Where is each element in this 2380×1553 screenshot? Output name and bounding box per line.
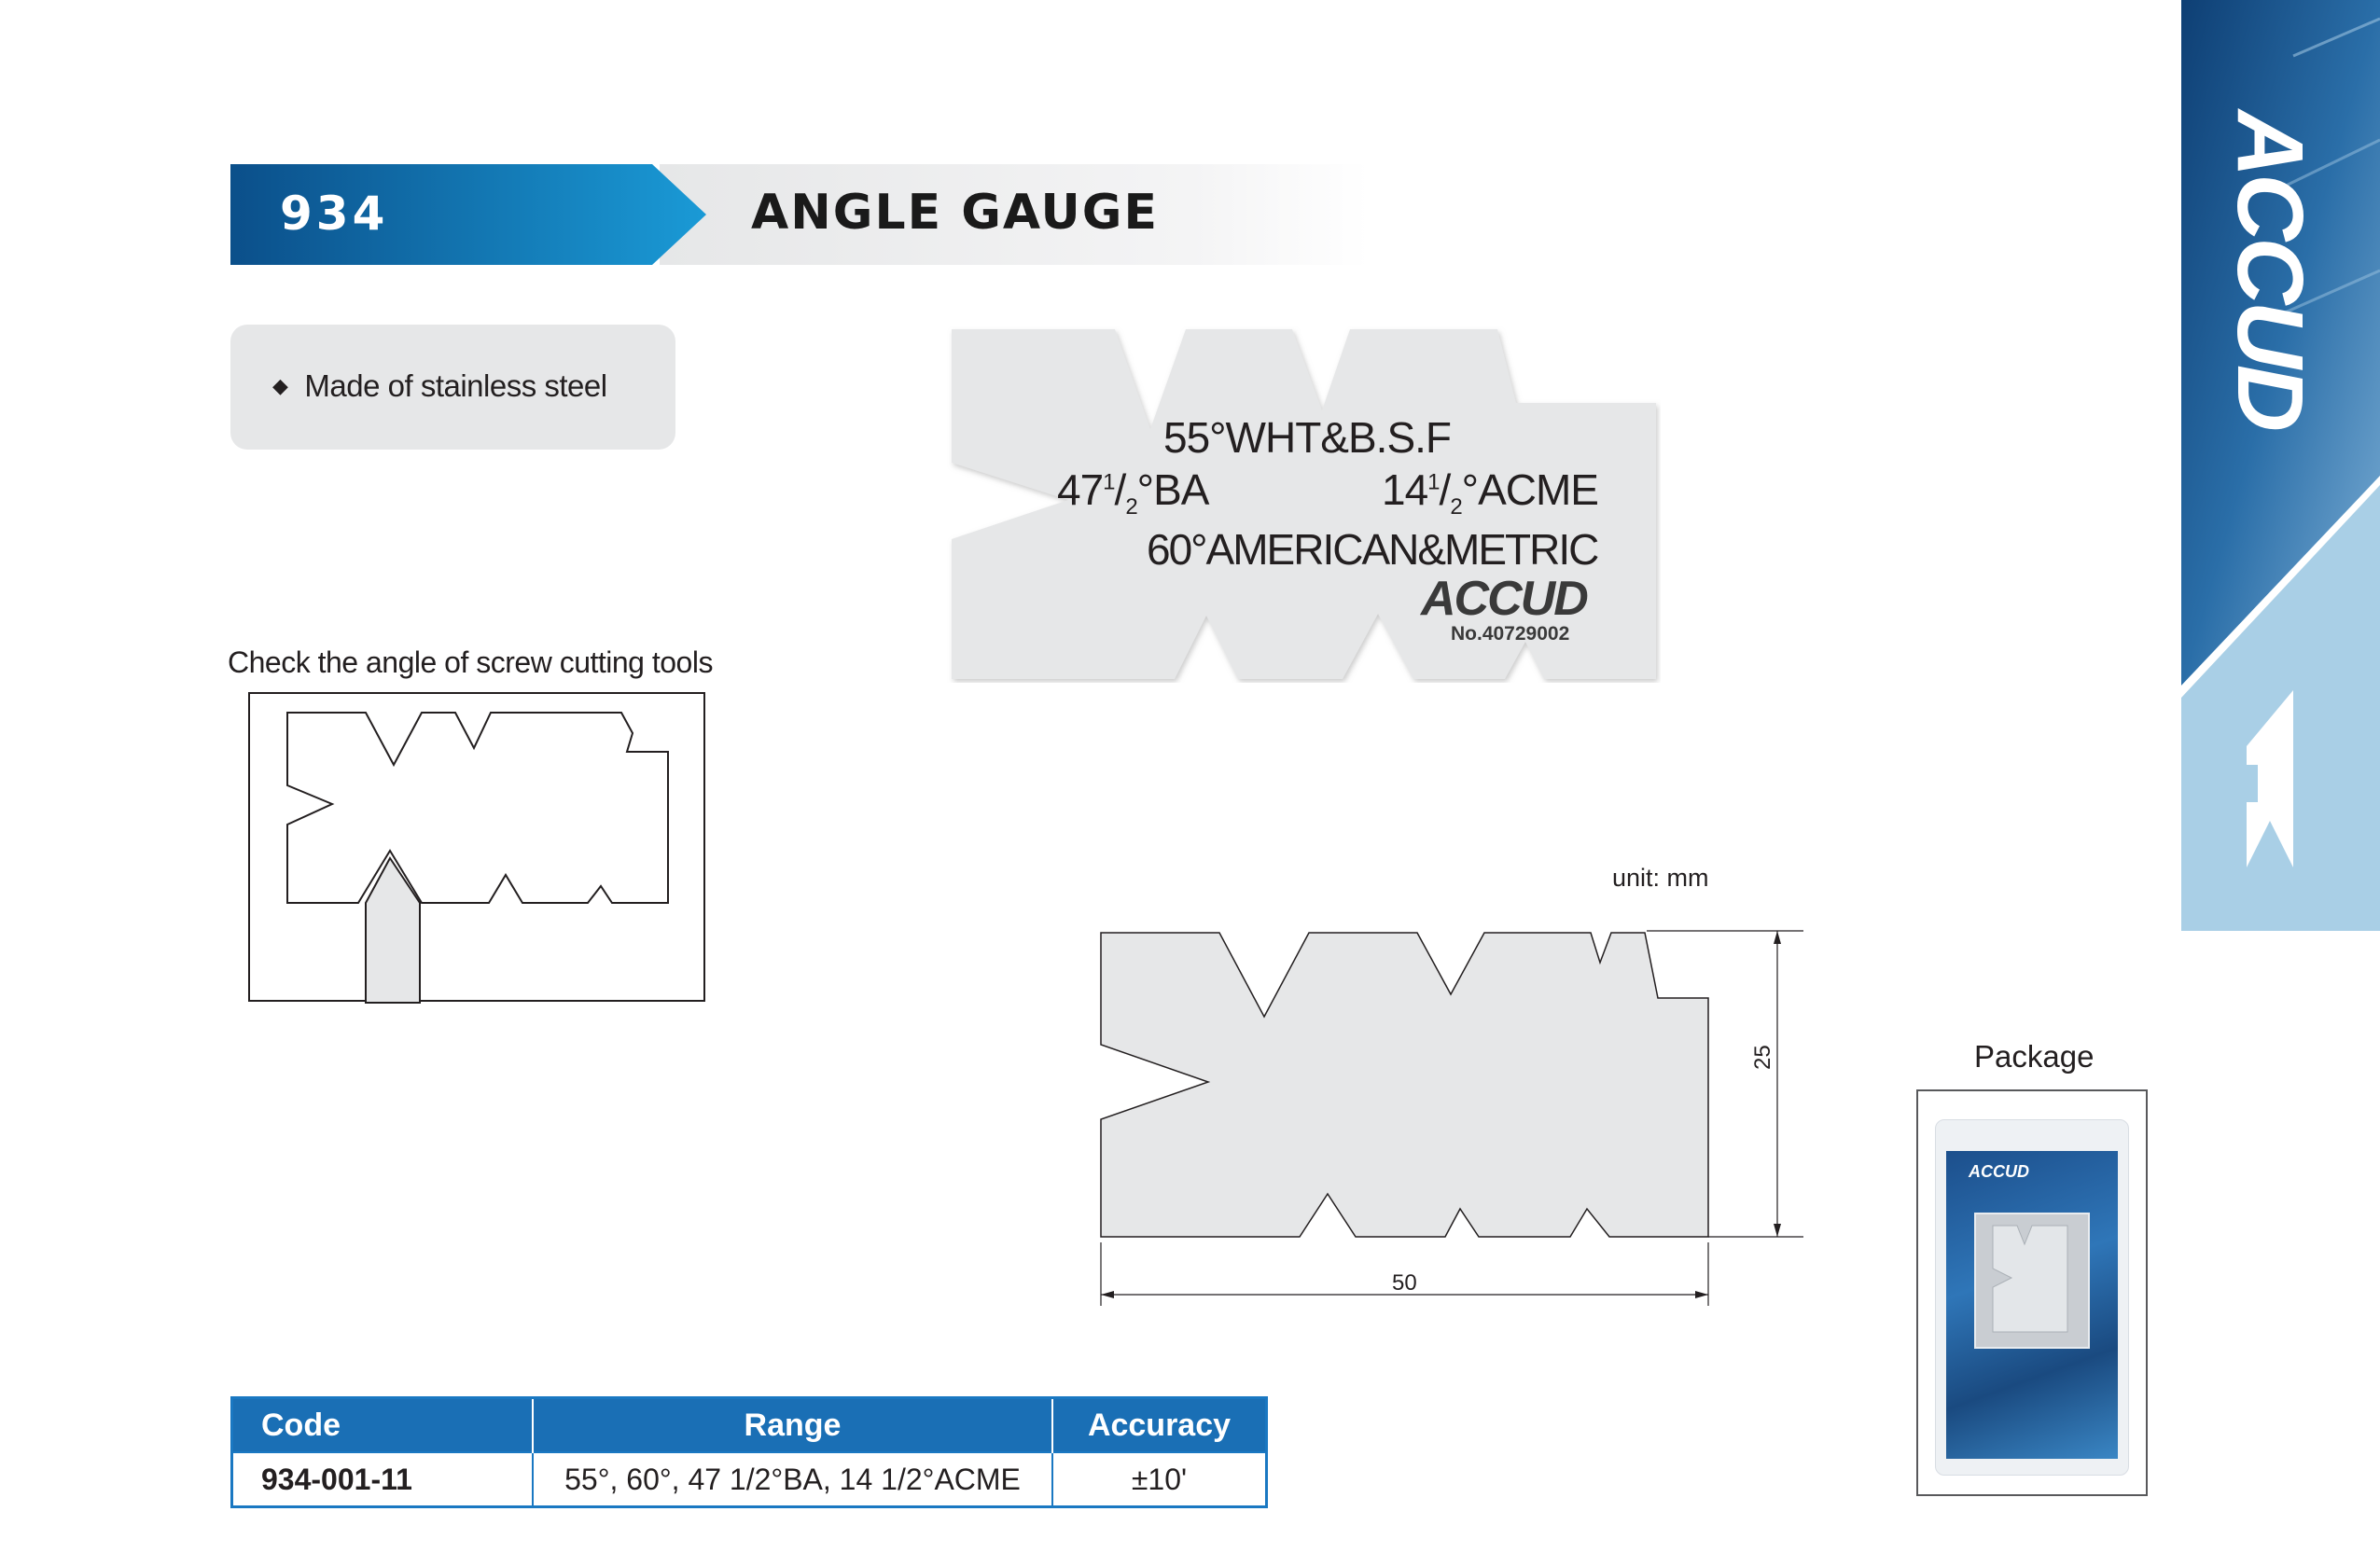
- usage-caption: Check the angle of screw cutting tools: [228, 645, 713, 679]
- cell-code: 934-001-11: [232, 1452, 534, 1507]
- product-number: 934: [280, 187, 389, 241]
- gauge-photo: [947, 326, 1661, 683]
- header-code: Code: [232, 1398, 534, 1453]
- cell-range: 55°, 60°, 47 1/2°BA, 14 1/2°ACME: [533, 1452, 1052, 1507]
- cell-accuracy: ±10': [1052, 1452, 1267, 1507]
- dimension-drawing: [1096, 923, 1805, 1315]
- gauge-label-line2-left: $47^1/_2^\circ BA$: [1057, 465, 1209, 520]
- table-header-row: [232, 1398, 1267, 1453]
- diamond-bullet-icon: ◆: [272, 374, 288, 397]
- header-range: Range: [533, 1398, 1052, 1453]
- gauge-label-line3: 60°AMERICAN&METRIC: [1147, 525, 1598, 574]
- gauge-outline: [287, 713, 668, 903]
- page-title: ANGLE GAUGE: [751, 185, 1159, 241]
- side-brand-logo: ACCUD: [2218, 110, 2322, 429]
- height-dimension-label: 25: [1750, 1045, 1775, 1070]
- header-accuracy: Accuracy: [1052, 1398, 1267, 1453]
- package-brand: ACCUD: [1969, 1162, 2029, 1181]
- package-label: Package: [1974, 1039, 2095, 1074]
- gauge-dimension-shape: [1101, 933, 1708, 1237]
- feature-item: [272, 368, 607, 404]
- gauge-model-number: No.40729002: [1451, 623, 1570, 645]
- feature-text: Made of stainless steel: [304, 368, 607, 403]
- gauge-brand-logo: ACCUD: [1421, 572, 1587, 626]
- gauge-label-line1: 55°WHT&B.S.F: [1163, 413, 1452, 462]
- gauge-label-line2-right: $14^1/_2^\circ ACME$: [1382, 465, 1598, 520]
- unit-label: unit: mm: [1612, 864, 1709, 892]
- width-dimension-label: 50: [1392, 1270, 1417, 1296]
- usage-diagram: [248, 692, 707, 1005]
- table-row: [232, 1452, 1267, 1507]
- package-image: [1916, 1089, 2148, 1496]
- spec-table: [230, 1396, 1268, 1508]
- package-gauge-icon: [1983, 1222, 2077, 1336]
